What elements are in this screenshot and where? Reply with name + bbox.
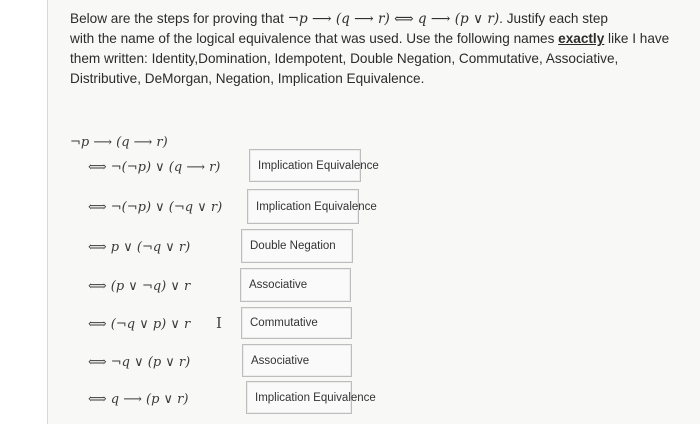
- emphasis-exactly: exactly: [558, 31, 605, 46]
- step-6-expression: ⟺ ¬q ∨ (p ∨ r): [88, 355, 191, 370]
- step-7-answer-input[interactable]: Implication Equivalence: [246, 381, 352, 414]
- step-1-expression: ⟺ ¬(¬p) ∨ (q ⟶ r): [88, 160, 221, 175]
- text-cursor-icon: I: [216, 314, 222, 332]
- prompt-line-4: Distributive, DeMorgan, Negation, Implication Equivalence.: [70, 71, 425, 86]
- step-6-answer-input[interactable]: Associative: [242, 344, 352, 377]
- step-5-answer-input[interactable]: Commutative: [241, 307, 352, 339]
- prompt-line-1: Below are the steps for proving that ¬p ⟶ (q ⟶ r) ⟺ q ⟶ (p ∨ r). Justify each step: [70, 11, 608, 27]
- prompt-formula: ¬p ⟶ (q ⟶ r) ⟺ q ⟶ (p ∨ r): [287, 11, 500, 27]
- card-border: [47, 0, 48, 424]
- step-3-answer-input[interactable]: Double Negation: [241, 229, 353, 263]
- step-4-answer-input[interactable]: Associative: [240, 268, 351, 302]
- step-3-expression: ⟺ p ∨ (¬q ∨ r): [88, 240, 191, 255]
- step-4-expression: ⟺ (p ∨ ¬q) ∨ r: [88, 279, 191, 294]
- step-2-expression: ⟺ ¬(¬p) ∨ (¬q ∨ r): [88, 200, 223, 215]
- step-2-answer-input[interactable]: Implication Equivalence: [247, 189, 359, 224]
- prompt-line-3: them written: Identity,Domination, Idempotent, Double Negation, Commutative, Associative,: [70, 51, 619, 66]
- question-prompt: [70, 9, 670, 89]
- step-0-expression: ¬p ⟶ (q ⟶ r): [70, 135, 168, 150]
- step-7-expression: ⟺ q ⟶ (p ∨ r): [88, 392, 189, 407]
- step-5-expression: ⟺ (¬q ∨ p) ∨ r: [88, 317, 191, 332]
- step-1-answer-input[interactable]: Implication Equivalence: [249, 149, 361, 182]
- prompt-line-2: with the name of the logical equivalence that was used. Use the following names exactly like I have: [70, 31, 670, 46]
